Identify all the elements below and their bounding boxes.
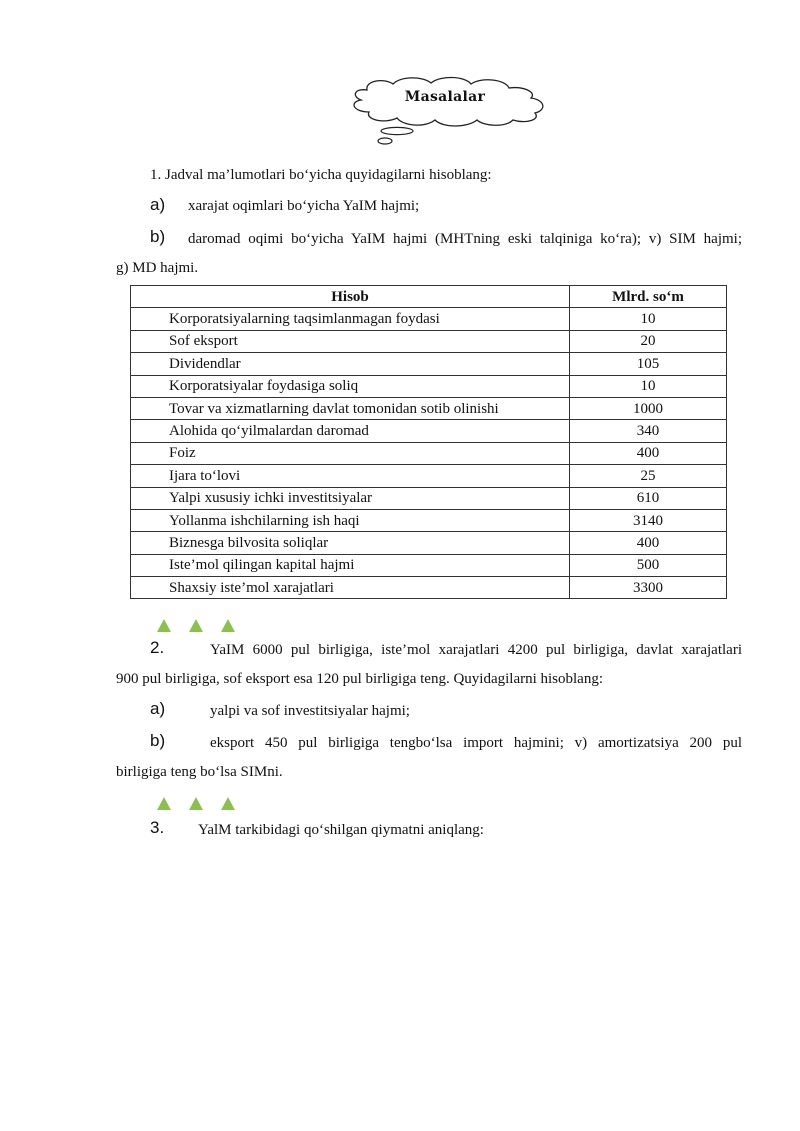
row-name: Korporatsiyalarning taqsimlanmagan foydasi	[131, 308, 570, 330]
table-row	[131, 577, 727, 599]
task1-a-text: xarajat oqimlari bo‘yicha YaIM hajmi;	[188, 198, 420, 214]
row-name: Yalpi xususiy ichki investitsiyalar	[131, 487, 570, 509]
row-value: 10	[570, 375, 727, 397]
task3-text: YalM tarkibidagi qo‘shilgan qiymatni aniqlang:	[198, 822, 484, 838]
column-header-value: Mlrd. so‘m	[570, 286, 727, 308]
table-row	[131, 442, 727, 464]
task2-a-label: a)	[150, 699, 166, 718]
task2-line1: YaIM 6000 pul birligiga, iste’mol xarajatlari 4200 pul birligiga, davlat xarajatlari	[210, 642, 742, 658]
title-cloud-banner	[345, 76, 550, 148]
row-value: 500	[570, 554, 727, 576]
row-name: Tovar va xizmatlarning davlat tomonidan sotib olinishi	[131, 397, 570, 419]
task3-number: 3.	[150, 818, 165, 837]
row-value: 610	[570, 487, 727, 509]
table-row	[131, 397, 727, 419]
table-row	[131, 375, 727, 397]
task1-b-label: b)	[150, 227, 166, 246]
page-title: Masalalar	[404, 89, 486, 105]
row-value: 20	[570, 330, 727, 352]
task2-b-text-cont: birligiga teng bo‘lsa SIMni.	[116, 764, 283, 780]
row-name: Shaxsiy iste’mol xarajatlari	[131, 577, 570, 599]
triangle-icon	[189, 797, 203, 810]
cloud-banner-icon	[345, 76, 550, 148]
row-value: 105	[570, 353, 727, 375]
row-value: 25	[570, 465, 727, 487]
task1-a-label: a)	[150, 195, 166, 214]
row-name: Iste’mol qilingan kapital hajmi	[131, 554, 570, 576]
task1-b-text-cont: g) MD hajmi.	[116, 260, 199, 276]
row-value: 3140	[570, 509, 727, 531]
task2-b-label: b)	[150, 731, 166, 750]
data-table	[130, 285, 727, 599]
row-name: Alohida qo‘yilmalardan daromad	[131, 420, 570, 442]
row-value: 400	[570, 442, 727, 464]
row-name: Korporatsiyalar foydasiga soliq	[131, 375, 570, 397]
table-row	[131, 532, 727, 554]
table-row	[131, 487, 727, 509]
triangle-icon	[157, 619, 171, 632]
row-value: 10	[570, 308, 727, 330]
task2-line2: 900 pul birligiga, sof eksport esa 120 pul birligiga teng. Quyidagilarni hisoblang:	[116, 671, 604, 687]
row-value: 400	[570, 532, 727, 554]
table-row	[131, 308, 727, 330]
table-row	[131, 509, 727, 531]
row-name: Yollanma ishchilarning ish haqi	[131, 509, 570, 531]
table-row	[131, 353, 727, 375]
table-row	[131, 465, 727, 487]
table-header-row	[131, 286, 727, 308]
table-row	[131, 420, 727, 442]
row-name: Biznesga bilvosita soliqlar	[131, 532, 570, 554]
task2-a-text: yalpi va sof investitsiyalar hajmi;	[210, 703, 410, 719]
triangle-icon	[157, 797, 171, 810]
row-name: Sof eksport	[131, 330, 570, 352]
task2-number: 2.	[150, 638, 165, 657]
triangle-icon	[221, 797, 235, 810]
task2-b-text: eksport 450 pul birligiga tengbo‘lsa import hajmini; v) amortizatsiya 200 pul	[210, 735, 742, 751]
table-row	[131, 330, 727, 352]
row-value: 3300	[570, 577, 727, 599]
task1-b-text: daromad oqimi bo‘yicha YaIM hajmi (MHTning eski talqiniga ko‘ra); v) SIM hajmi;	[188, 231, 742, 247]
task1-intro: 1. Jadval ma’lumotlari bo‘yicha quyidagilarni hisoblang:	[150, 167, 492, 183]
row-name: Ijara to‘lovi	[131, 465, 570, 487]
column-header-hisob: Hisob	[131, 286, 570, 308]
triangle-icon	[189, 619, 203, 632]
table-row	[131, 554, 727, 576]
row-value: 340	[570, 420, 727, 442]
triangle-icon	[221, 619, 235, 632]
row-value: 1000	[570, 397, 727, 419]
row-name: Foiz	[131, 442, 570, 464]
row-name: Dividendlar	[131, 353, 570, 375]
